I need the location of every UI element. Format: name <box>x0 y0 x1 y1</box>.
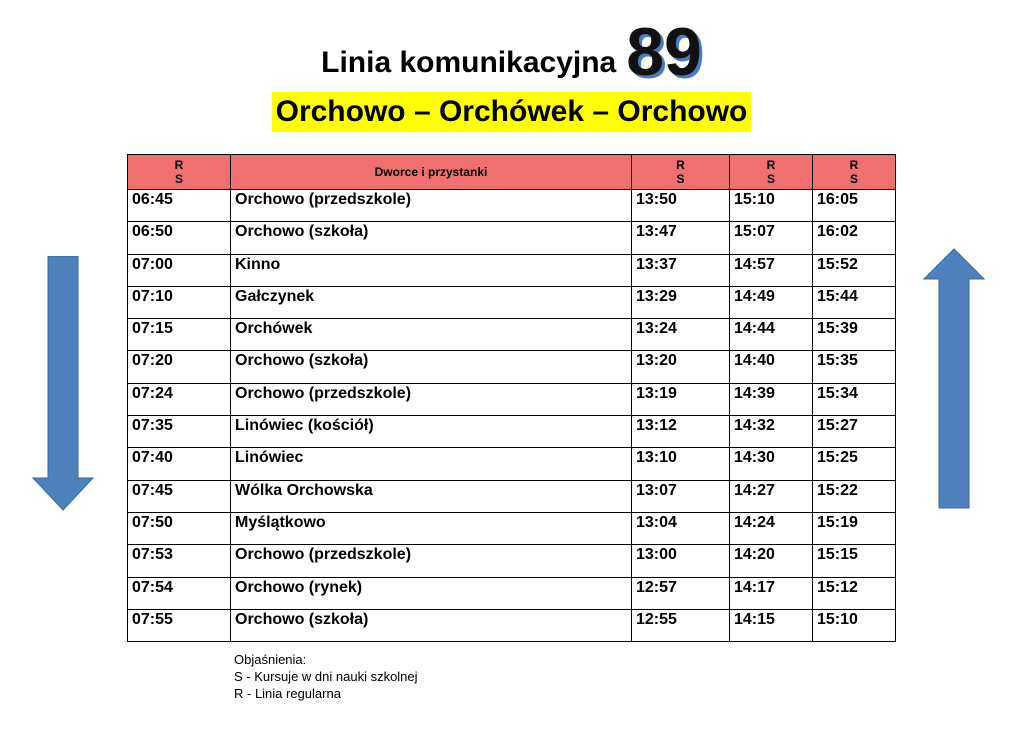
table-row <box>128 254 896 286</box>
timetable <box>127 154 896 642</box>
time-cell: 06:50 <box>128 222 231 254</box>
time-cell: 14:49 <box>730 286 813 318</box>
time-cell: 13:07 <box>632 480 730 512</box>
time-cell: 07:24 <box>128 383 231 415</box>
arrow-down-icon <box>32 256 94 512</box>
time-cell: 07:55 <box>128 609 231 641</box>
stop-name-cell: Orchowo (rynek) <box>231 577 632 609</box>
table-row <box>128 416 896 448</box>
time-cell: 15:35 <box>813 351 896 383</box>
route-name: Orchowo – Orchówek – Orchowo <box>272 92 752 132</box>
time-cell: 13:37 <box>632 254 730 286</box>
legend-item: S - Kursuje w dni nauki szkolnej <box>234 669 418 684</box>
time-cell: 15:25 <box>813 448 896 480</box>
table-row <box>128 609 896 641</box>
time-cell: 14:32 <box>730 416 813 448</box>
time-cell: 12:57 <box>632 577 730 609</box>
legend <box>234 651 418 702</box>
time-cell: 13:20 <box>632 351 730 383</box>
time-cell: 07:40 <box>128 448 231 480</box>
time-cell: 07:50 <box>128 512 231 544</box>
table-row <box>128 319 896 351</box>
time-cell: 16:05 <box>813 190 896 222</box>
time-cell: 15:39 <box>813 319 896 351</box>
table-row <box>128 512 896 544</box>
time-cell: 07:10 <box>128 286 231 318</box>
table-row <box>128 577 896 609</box>
time-cell: 15:34 <box>813 383 896 415</box>
time-cell: 07:53 <box>128 545 231 577</box>
time-cell: 07:45 <box>128 480 231 512</box>
time-cell: 06:45 <box>128 190 231 222</box>
time-cell: 14:57 <box>730 254 813 286</box>
time-cell: 15:27 <box>813 416 896 448</box>
column-header-rs: R S <box>128 155 231 190</box>
time-cell: 15:44 <box>813 286 896 318</box>
stop-name-cell: Orchowo (przedszkole) <box>231 383 632 415</box>
table-row <box>128 351 896 383</box>
column-header-rs: R S <box>632 155 730 190</box>
time-cell: 07:54 <box>128 577 231 609</box>
stop-name-cell: Orchowo (przedszkole) <box>231 545 632 577</box>
column-header-rs: R S <box>730 155 813 190</box>
legend-item: R - Linia regularna <box>234 686 341 701</box>
table-row <box>128 190 896 222</box>
time-cell: 13:04 <box>632 512 730 544</box>
time-cell: 14:27 <box>730 480 813 512</box>
time-cell: 07:00 <box>128 254 231 286</box>
time-cell: 13:10 <box>632 448 730 480</box>
time-cell: 15:15 <box>813 545 896 577</box>
table-row <box>128 286 896 318</box>
timetable-body <box>128 190 896 642</box>
time-cell: 14:20 <box>730 545 813 577</box>
time-cell: 14:44 <box>730 319 813 351</box>
arrow-up-icon <box>923 248 985 510</box>
timetable-header-row <box>128 155 896 190</box>
time-cell: 15:22 <box>813 480 896 512</box>
time-cell: 14:15 <box>730 609 813 641</box>
time-cell: 13:12 <box>632 416 730 448</box>
time-cell: 13:00 <box>632 545 730 577</box>
stop-name-cell: Orchowo (szkoła) <box>231 609 632 641</box>
time-cell: 15:12 <box>813 577 896 609</box>
title-row <box>0 14 1023 90</box>
time-cell: 14:17 <box>730 577 813 609</box>
table-row <box>128 448 896 480</box>
time-cell: 13:29 <box>632 286 730 318</box>
column-header-stops: Dworce i przystanki <box>231 155 632 190</box>
stop-name-cell: Myślątkowo <box>231 512 632 544</box>
time-cell: 13:19 <box>632 383 730 415</box>
time-cell: 15:10 <box>730 190 813 222</box>
time-cell: 14:24 <box>730 512 813 544</box>
time-cell: 13:24 <box>632 319 730 351</box>
stop-name-cell: Linówiec <box>231 448 632 480</box>
time-cell: 14:40 <box>730 351 813 383</box>
stop-name-cell: Linówiec (kościół) <box>231 416 632 448</box>
time-cell: 16:02 <box>813 222 896 254</box>
stop-name-cell: Kinno <box>231 254 632 286</box>
stop-name-cell: Orchówek <box>231 319 632 351</box>
time-cell: 14:30 <box>730 448 813 480</box>
time-cell: 07:35 <box>128 416 231 448</box>
time-cell: 07:20 <box>128 351 231 383</box>
legend-heading: Objaśnienia: <box>234 652 307 667</box>
time-cell: 12:55 <box>632 609 730 641</box>
table-row <box>128 545 896 577</box>
route-row <box>0 92 1023 132</box>
table-row <box>128 222 896 254</box>
time-cell: 13:50 <box>632 190 730 222</box>
table-row <box>128 383 896 415</box>
time-cell: 15:07 <box>730 222 813 254</box>
time-cell: 14:39 <box>730 383 813 415</box>
stop-name-cell: Orchowo (przedszkole) <box>231 190 632 222</box>
stop-name-cell: Wólka Orchowska <box>231 480 632 512</box>
page-title: Linia komunikacyjna <box>321 46 617 79</box>
table-row <box>128 480 896 512</box>
line-number: 89 <box>626 14 702 90</box>
time-cell: 15:10 <box>813 609 896 641</box>
stop-name-cell: Orchowo (szkoła) <box>231 222 632 254</box>
stop-name-cell: Gałczynek <box>231 286 632 318</box>
stop-name-cell: Orchowo (szkoła) <box>231 351 632 383</box>
time-cell: 13:47 <box>632 222 730 254</box>
time-cell: 15:52 <box>813 254 896 286</box>
time-cell: 07:15 <box>128 319 231 351</box>
time-cell: 15:19 <box>813 512 896 544</box>
column-header-rs: R S <box>813 155 896 190</box>
